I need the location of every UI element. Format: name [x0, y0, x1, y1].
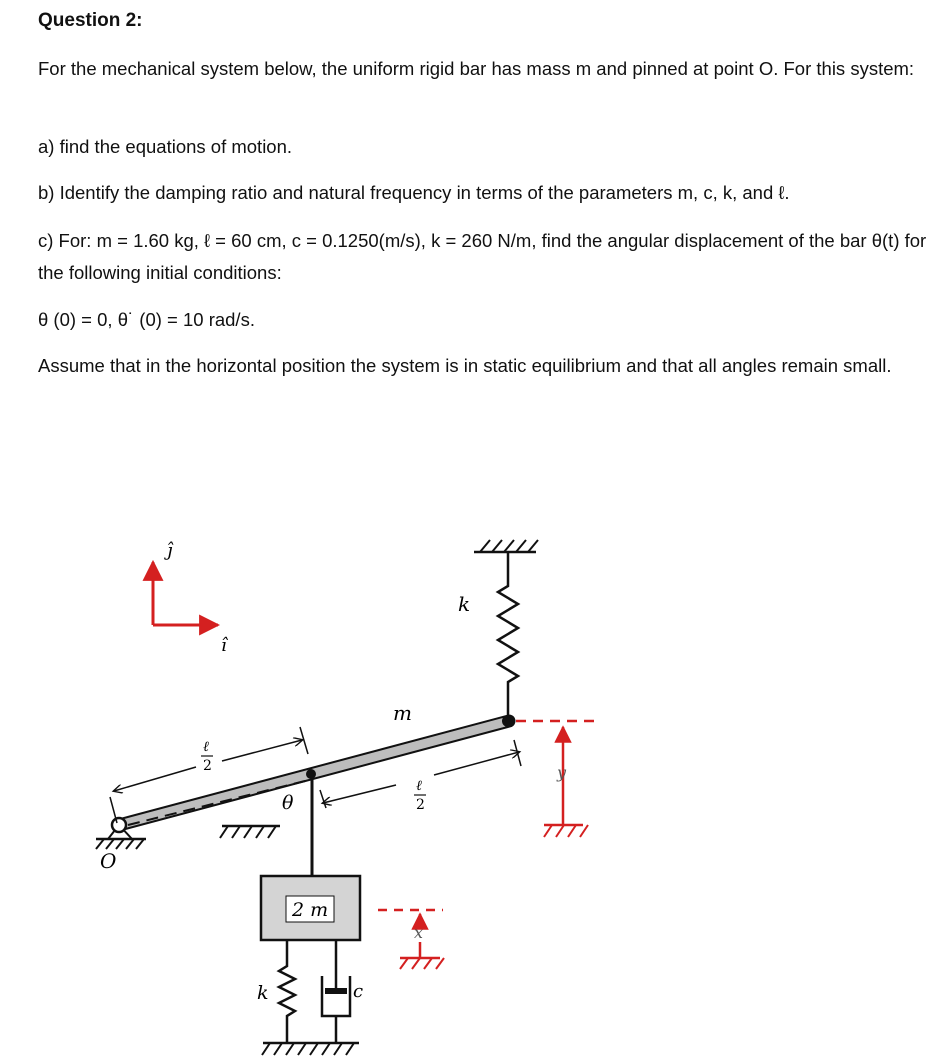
y-displacement-indicator [516, 721, 594, 837]
initial-conditions: θ (0) = 0, θ˙ (0) = 10 rad/s. [38, 309, 255, 330]
dimension-left-half [110, 727, 308, 823]
spring-top-label: k [458, 592, 471, 616]
block-mass [261, 876, 360, 940]
dim-left-num: ℓ [203, 739, 209, 755]
dim-left-den: 2 [203, 758, 212, 774]
unit-j-label: ĵ [167, 540, 173, 561]
theta-label: θ [282, 792, 294, 814]
x-label: x [414, 923, 424, 942]
dim-right-num: ℓ [416, 778, 422, 794]
bar-center-joint [306, 769, 316, 779]
part-a: a) find the equations of motion. [38, 136, 293, 157]
y-label: y [557, 763, 567, 782]
bar-mass-label: m [393, 701, 412, 725]
x-displacement-indicator [378, 910, 444, 969]
part-b: b) Identify the damping ratio and natural frequency in terms of the parameters m, c, k, and ℓ. [38, 182, 790, 203]
question-intro: For the mechanical system below, the uniform rigid bar has mass m and pinned at point O. For this system: [38, 58, 915, 79]
rigid-bar [119, 701, 509, 825]
part-c: c) For: m = 1.60 kg, ℓ = 60 cm, c = 0.1250(m/s), k = 260 N/m, find the angular displacement of the bar θ(t) for the following initial conditions: [38, 230, 927, 283]
bar-end-joint [502, 715, 514, 727]
top-spring-assembly [458, 540, 538, 719]
assumption: Assume that in the horizontal position the system is in static equilibrium and that all angles remain small. [38, 355, 892, 376]
spring-bottom-label: k [257, 982, 269, 1004]
unit-i-label: î [221, 635, 227, 656]
damper [322, 940, 363, 1043]
question-title: Question 2: [38, 10, 143, 31]
bottom-spring [257, 940, 295, 1043]
pivot-label: O [100, 849, 117, 873]
bottom-ground [262, 1043, 359, 1055]
unit-vectors [153, 540, 229, 656]
damper-label: c [353, 981, 364, 1002]
dim-right-den: 2 [416, 797, 425, 813]
block-mass-label: 2 m [292, 899, 329, 921]
pivot-pin [112, 818, 126, 832]
